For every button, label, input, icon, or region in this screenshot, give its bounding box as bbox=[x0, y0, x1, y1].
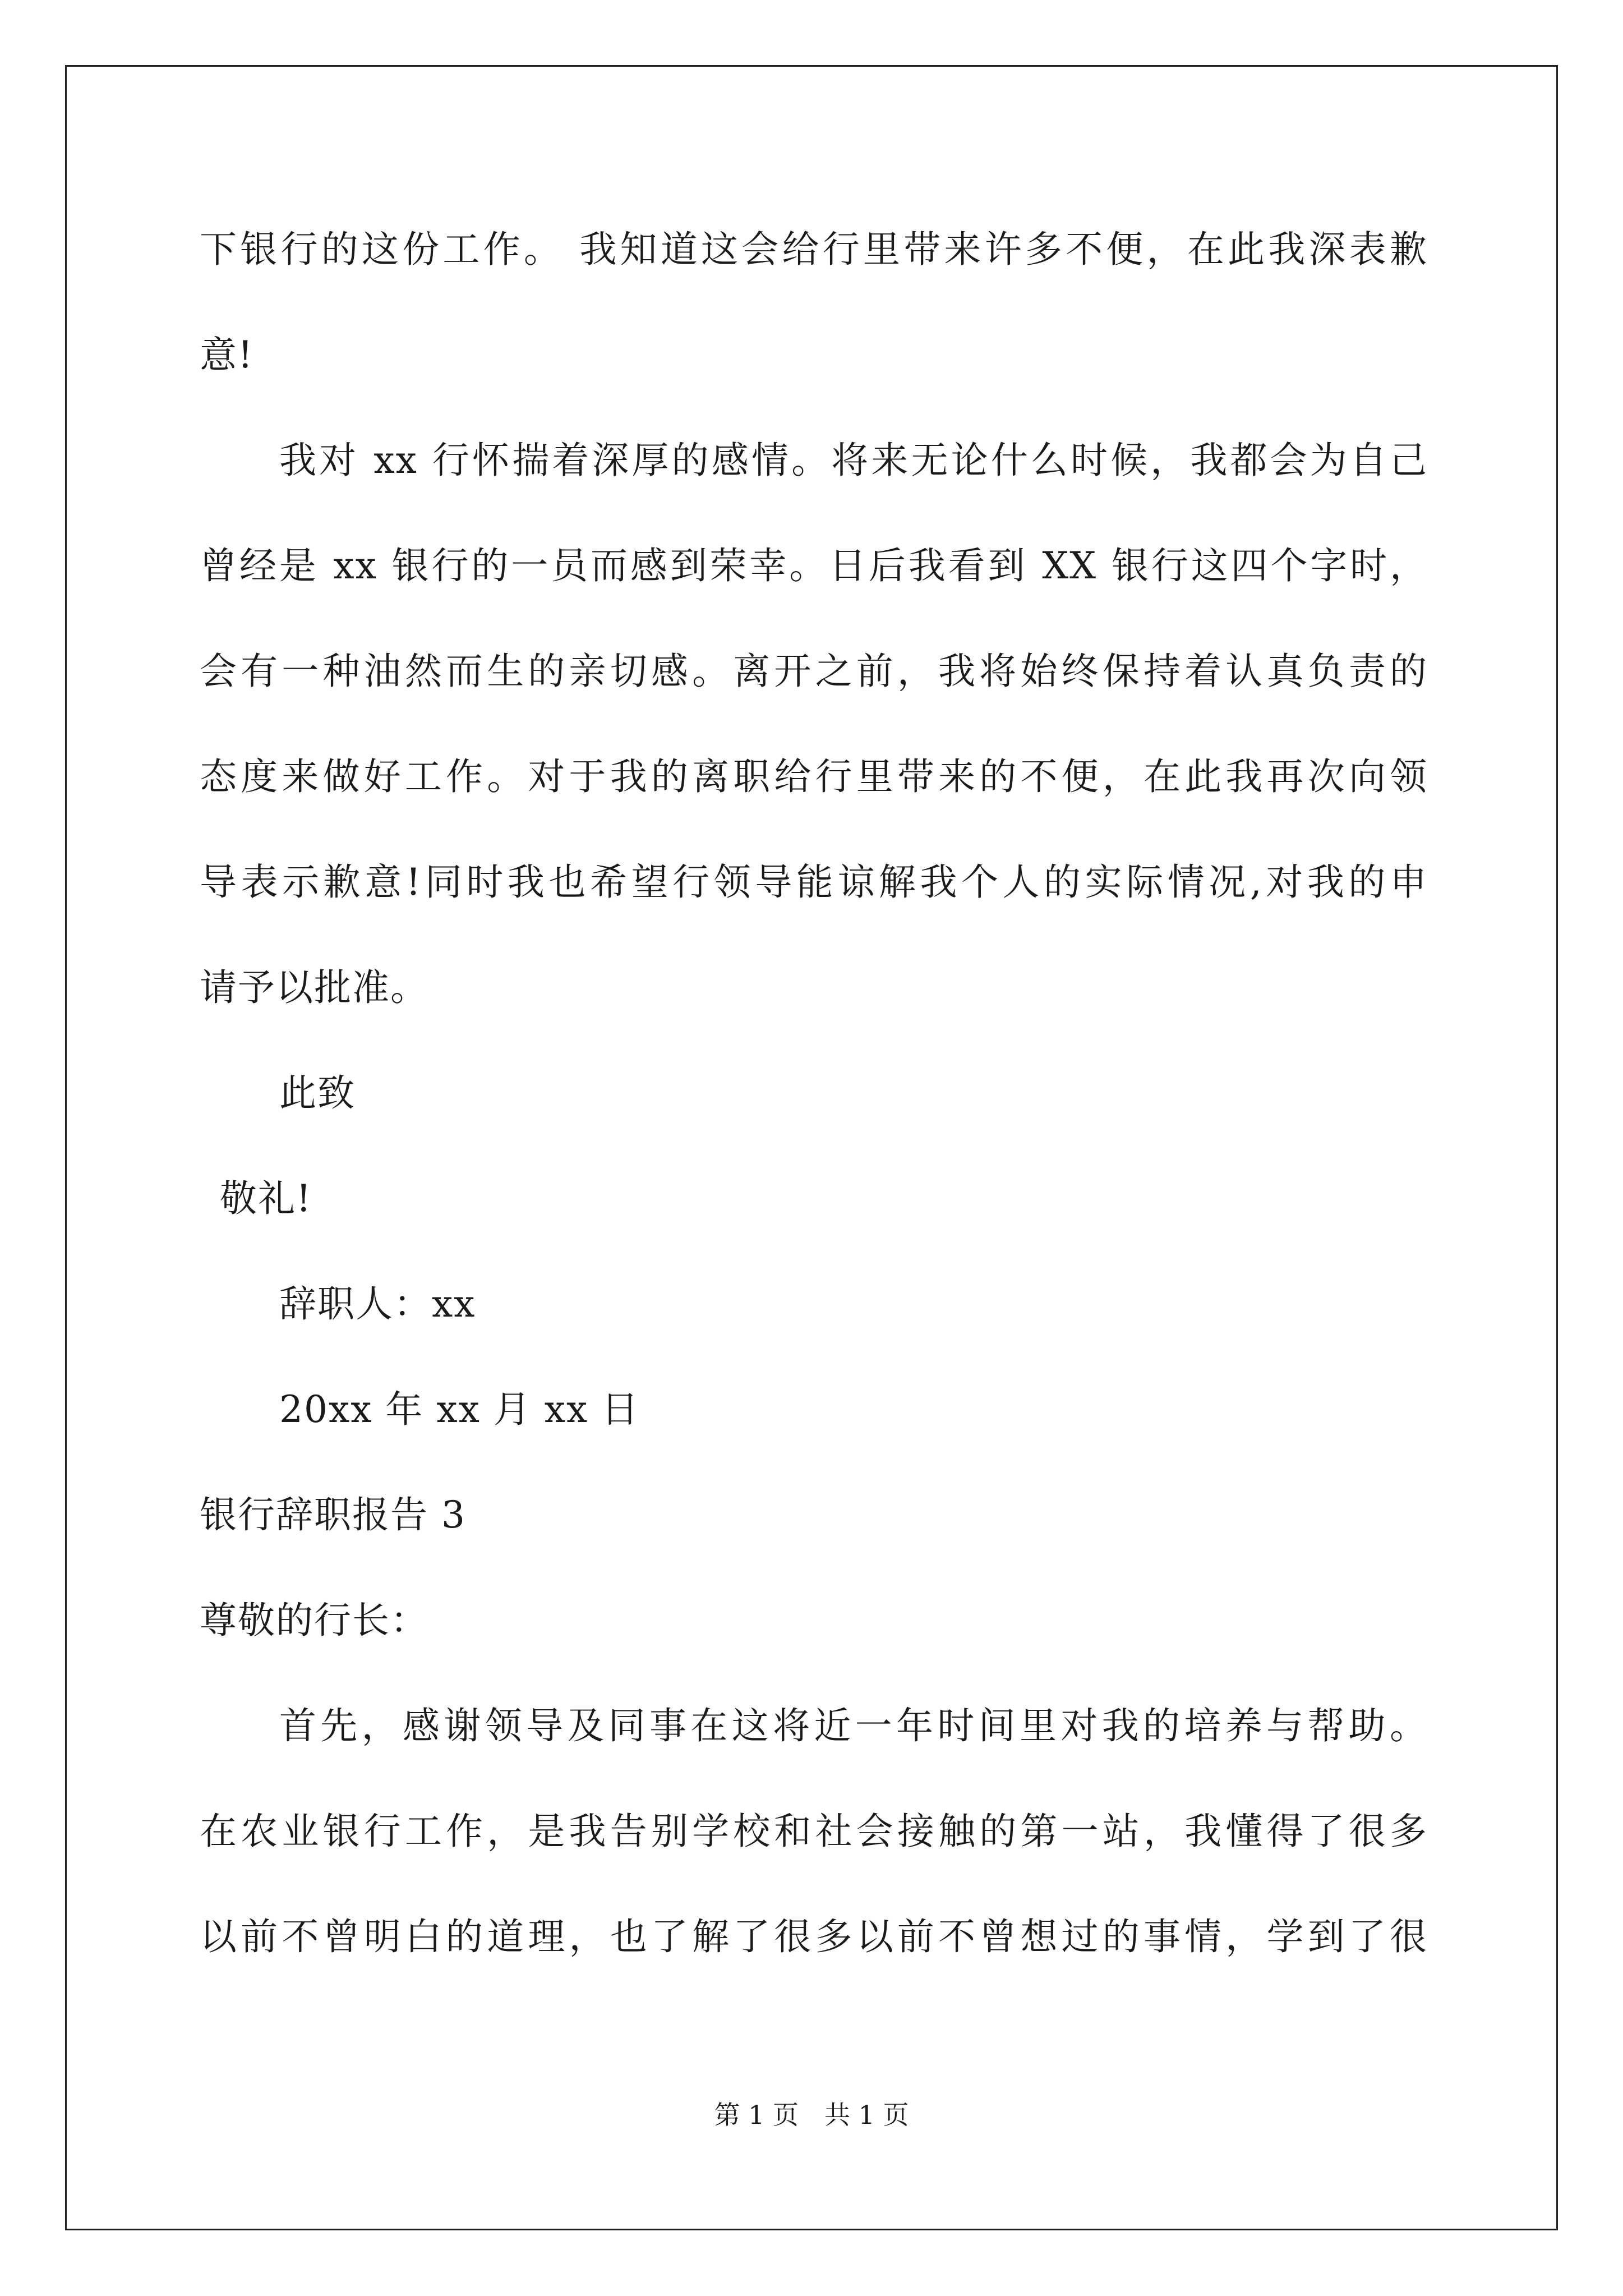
text-line: 以前不曾明白的道理，也了解了很多以前不曾想过的事情，学到了很 bbox=[200, 1915, 1428, 1958]
salutation-line: 此致 bbox=[279, 1071, 356, 1115]
section-heading: 银行辞职报告 3 bbox=[200, 1493, 466, 1536]
text-line: 首先，感谢领导及同事在这将近一年时间里对我的培养与帮助。 bbox=[279, 1704, 1428, 1747]
document-body bbox=[200, 208, 1428, 2000]
text-line: 在农业银行工作，是我告别学校和社会接触的第一站，我懂得了很多 bbox=[200, 1810, 1428, 1853]
page-footer: 第 1 页 共 1 页 bbox=[714, 2100, 909, 2130]
text-line: 导表示歉意!同时我也希望行领导能谅解我个人的实际情况,对我的申 bbox=[200, 861, 1428, 904]
date-line: 20xx 年 xx 月 xx 日 bbox=[279, 1388, 640, 1431]
text-line: 下银行的这份工作。 我知道这会给行里带来许多不便，在此我深表歉 bbox=[200, 228, 1428, 271]
signature-line: 辞职人：xx bbox=[279, 1282, 476, 1326]
salutation-line: 敬礼! bbox=[220, 1177, 312, 1220]
greeting-line: 尊敬的行长： bbox=[200, 1599, 428, 1642]
text-line: 我对 xx 行怀揣着深厚的感情。将来无论什么时候，我都会为自己 bbox=[279, 439, 1428, 482]
text-line: 意! bbox=[200, 333, 254, 376]
text-line: 曾经是 xx 银行的一员而感到荣幸。日后我看到 XX 银行这四个字时， bbox=[200, 544, 1428, 587]
text-line: 会有一种油然而生的亲切感。离开之前，我将始终保持着认真负责的 bbox=[200, 650, 1428, 693]
text-line: 请予以批准。 bbox=[200, 966, 428, 1009]
text-line: 态度来做好工作。对于我的离职给行里带来的不便，在此我再次向领 bbox=[200, 755, 1428, 798]
